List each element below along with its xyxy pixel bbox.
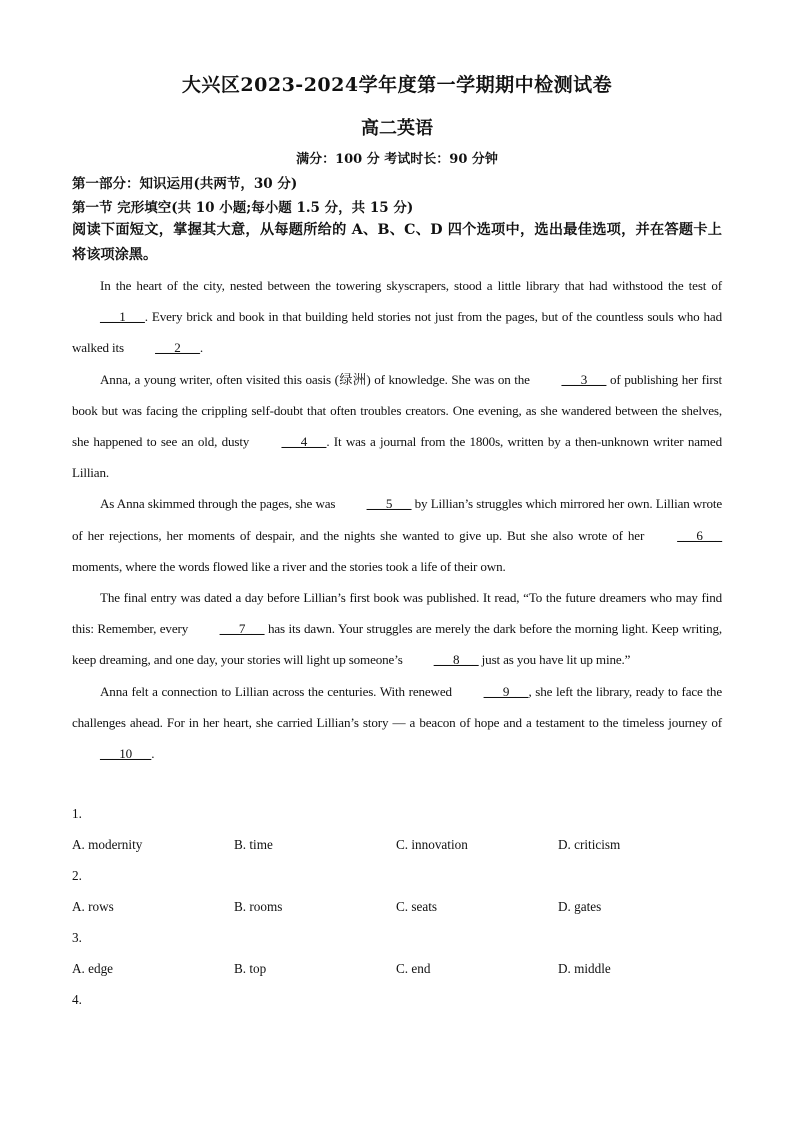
option-a: A. edge bbox=[72, 961, 114, 976]
text: by Lillian’s struggles which mirrored her own. Lillian wrote of her rejections, her moments of despair, and the nights she wanted to give up. But she also wrote of her bbox=[72, 496, 722, 543]
question-number: 1. bbox=[72, 806, 82, 821]
blank-9: ___9___ bbox=[483, 683, 529, 699]
text: Anna felt a connection to Lillian across the centuries. With renewed bbox=[100, 683, 456, 699]
blank-2: ___2___ bbox=[155, 340, 200, 356]
text: has its dawn. Your struggles are merely the dark before the morning light. Keep writing, keep dreaming, and one day, your stories will light up someone’s bbox=[72, 621, 722, 668]
blank-1: ___1___ bbox=[100, 309, 145, 325]
option-b: B. time bbox=[234, 837, 273, 852]
text: moments, where the words flowed like a river and the stories took a life of their own. bbox=[72, 558, 506, 574]
question-number: 3. bbox=[72, 930, 82, 945]
blank-4: ___4___ bbox=[281, 434, 327, 450]
option-c: C. innovation bbox=[396, 837, 468, 852]
text: just as you have lit up mine.” bbox=[478, 652, 631, 668]
text: . Every brick and book in that building held stories not just from the pages, but of the countless souls who had walked its bbox=[72, 309, 722, 356]
blank-10: ___10___ bbox=[100, 746, 152, 762]
paragraph-3 bbox=[72, 488, 722, 582]
instructions: 阅读下面短文，掌握其大意，从每题所给的 A、B、C、D 四个选项中，选出最佳选项，并在答题卡上将该项涂黑。 bbox=[72, 222, 722, 263]
text: . bbox=[199, 340, 203, 356]
text: As Anna skimmed through the pages, she was bbox=[100, 496, 339, 512]
option-b: B. top bbox=[234, 961, 267, 976]
part-heading: 第一部分：知识运用(共两节，30 分) bbox=[72, 176, 298, 192]
option-c: C. end bbox=[396, 961, 431, 976]
text: , she left the library, ready to face the challenges ahead. For in her heart, she carried Lillian’s story — a beacon of hope and a testament to the timeless journey of bbox=[72, 683, 722, 730]
text: of publishing her first book but was facing the crippling self-doubt that often troubles creators. One evening, as she wandered between the shelves, she happened to see an old, dusty bbox=[72, 371, 722, 450]
exam-title: 大兴区2023-2024学年度第一学期期中检测试卷 bbox=[181, 74, 613, 96]
section-heading: 第一节 完形填空(共 10 小题;每小题 1.5 分，共 15 分) bbox=[72, 200, 414, 216]
score-line: 满分：100 分 考试时长：90 分钟 bbox=[296, 152, 498, 167]
question-number: 4. bbox=[72, 992, 82, 1007]
option-d: D. gates bbox=[558, 899, 602, 914]
blank-7: ___7___ bbox=[219, 621, 265, 637]
blank-8: ___8___ bbox=[433, 652, 479, 668]
text: The final entry was dated a day before Lillian’s first book was published. It read, “To the future dreamers who may find this: Remember, every bbox=[72, 590, 722, 637]
paragraph-1 bbox=[72, 270, 722, 364]
option-d: D. criticism bbox=[558, 837, 621, 852]
text: Anna, a young writer, often visited this oasis (绿洲) of knowledge. She was on the bbox=[100, 371, 534, 387]
question-number: 2. bbox=[72, 868, 82, 883]
blank-6: ___6___ bbox=[677, 527, 722, 543]
option-a: A. rows bbox=[72, 899, 114, 914]
subject-title: 高二英语 bbox=[361, 118, 433, 139]
paragraph-5 bbox=[72, 676, 722, 770]
text: In the heart of the city, nested between the towering skyscrapers, stood a little library that had withstood the test of bbox=[100, 278, 722, 293]
blank-3: ___3___ bbox=[561, 371, 607, 387]
cloze-passage bbox=[72, 270, 722, 769]
paragraph-4 bbox=[72, 582, 722, 676]
option-c: C. seats bbox=[396, 899, 438, 914]
blank-5: ___5___ bbox=[366, 496, 412, 512]
text: . bbox=[151, 746, 155, 762]
option-a: A. modernity bbox=[72, 837, 143, 852]
option-row bbox=[72, 837, 722, 853]
text: . It was a journal from the 1800s, written by a then-unknown writer named Lillian. bbox=[72, 434, 722, 481]
option-row bbox=[72, 961, 722, 977]
paragraph-2 bbox=[72, 364, 722, 489]
option-row bbox=[72, 899, 722, 915]
option-d: D. middle bbox=[558, 961, 611, 976]
option-b: B. rooms bbox=[234, 899, 283, 914]
